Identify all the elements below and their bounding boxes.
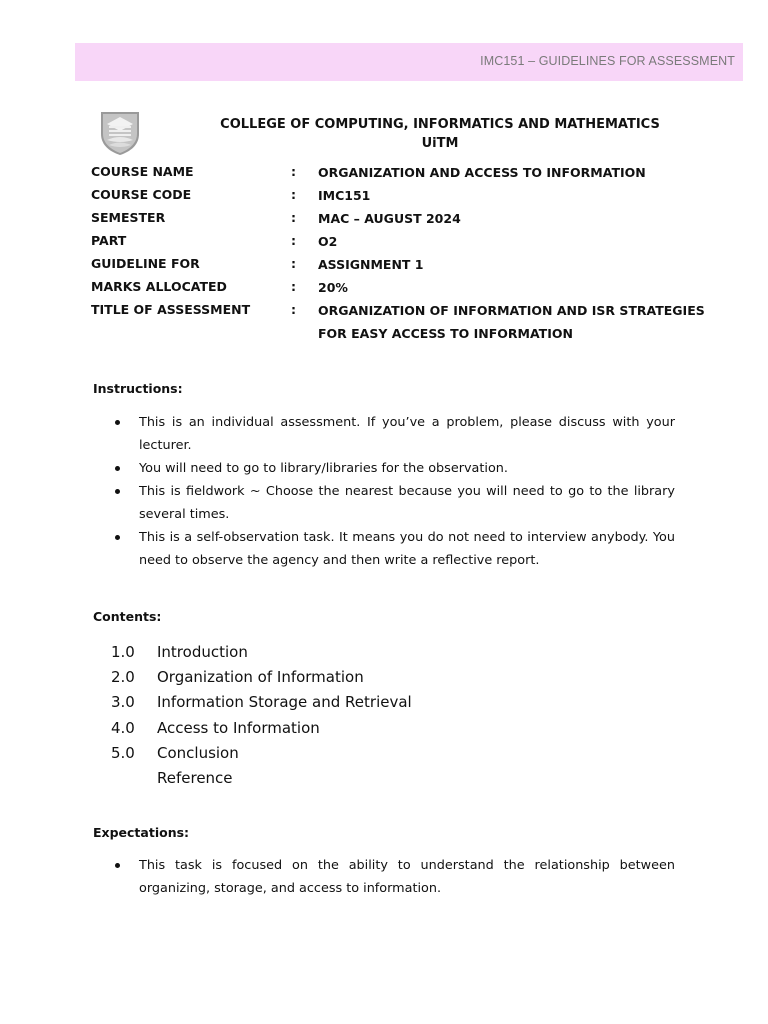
- expectations-heading: Expectations:: [93, 825, 190, 840]
- info-row-course-name: [91, 162, 731, 185]
- bullet-icon: [115, 420, 120, 425]
- contents-item: [111, 690, 412, 715]
- info-label: SEMESTER: [91, 210, 166, 225]
- info-label: TITLE OF ASSESSMENT: [91, 302, 251, 317]
- uitm-logo-icon: [99, 110, 141, 156]
- bullet-icon: [115, 863, 120, 868]
- info-colon: :: [291, 279, 296, 294]
- info-row-course-code: [91, 185, 731, 208]
- contents-item: [111, 716, 412, 741]
- instructions-list: [113, 411, 675, 572]
- info-colon: :: [291, 187, 296, 202]
- info-row-title-of-assessment: [91, 300, 731, 345]
- contents-number: 4.0: [111, 718, 135, 737]
- info-value: MAC – AUGUST 2024: [318, 211, 461, 226]
- info-value: O2: [318, 234, 338, 249]
- list-item: [113, 457, 675, 480]
- college-name: COLLEGE OF COMPUTING, INFORMATICS AND MATHEMATICS: [220, 117, 660, 132]
- info-colon: :: [291, 256, 296, 271]
- contents-number: 5.0: [111, 743, 135, 762]
- info-value: ORGANIZATION AND ACCESS TO INFORMATION: [318, 165, 646, 180]
- course-info-table: [91, 162, 731, 345]
- info-value: ORGANIZATION OF INFORMATION AND ISR STRATEGIES FOR EASY ACCESS TO INFORMATION: [318, 303, 705, 341]
- info-colon: :: [291, 164, 296, 179]
- list-item-text: You will need to go to library/libraries for the observation.: [139, 461, 508, 476]
- header-band: [75, 43, 743, 81]
- contents-number: 1.0: [111, 643, 135, 661]
- list-item-text: This is a self-observation task. It means you do not need to interview anybody. You need to observe the agency and then write a reflective report.: [139, 530, 675, 568]
- bullet-icon: [115, 466, 120, 471]
- contents-title: Conclusion: [157, 743, 239, 762]
- list-item-text: This task is focused on the ability to understand the relationship between organizing, storage, and access to information.: [139, 858, 675, 896]
- info-value: IMC151: [318, 188, 371, 203]
- info-row-marks-allocated: [91, 277, 731, 300]
- info-row-guideline-for: [91, 254, 731, 277]
- bullet-icon: [115, 535, 120, 540]
- list-item-text: This is an individual assessment. If you’ve a problem, please discuss with your lecturer.: [139, 415, 675, 453]
- contents-heading: Contents:: [93, 609, 162, 624]
- contents-title: Organization of Information: [157, 668, 364, 687]
- info-value: 20%: [318, 280, 348, 295]
- contents-item: [111, 741, 412, 766]
- info-colon: :: [291, 233, 296, 248]
- info-label: GUIDELINE FOR: [91, 256, 200, 271]
- contents-title: Introduction: [157, 643, 248, 661]
- header-title: IMC151 – GUIDELINES FOR ASSESSMENT: [480, 54, 735, 68]
- contents-title: Access to Information: [157, 718, 320, 737]
- contents-number: 3.0: [111, 693, 135, 712]
- expectations-list: [113, 854, 675, 900]
- list-item: [113, 526, 675, 572]
- list-item: [113, 480, 675, 526]
- contents-list: [111, 640, 412, 791]
- instructions-heading: Instructions:: [93, 381, 183, 396]
- list-item-text: This is fieldwork ~ Choose the nearest because you will need to go to the library several times.: [139, 484, 675, 522]
- info-label: PART: [91, 233, 127, 248]
- info-colon: :: [291, 210, 296, 225]
- contents-number: 2.0: [111, 668, 135, 687]
- contents-item: [111, 665, 412, 690]
- university-name: UiTM: [421, 136, 459, 151]
- list-item: [113, 854, 675, 900]
- info-label: COURSE CODE: [91, 187, 192, 202]
- info-row-part: [91, 231, 731, 254]
- contents-title: Information Storage and Retrieval: [157, 693, 412, 712]
- contents-number: [111, 766, 157, 791]
- info-row-semester: [91, 208, 731, 231]
- info-colon: :: [291, 302, 296, 317]
- bullet-icon: [115, 489, 120, 494]
- info-label: COURSE NAME: [91, 164, 194, 179]
- contents-item: [111, 640, 412, 665]
- contents-title: Reference: [157, 769, 233, 788]
- contents-item: [111, 766, 412, 791]
- info-label: MARKS ALLOCATED: [91, 279, 227, 294]
- info-value: ASSIGNMENT 1: [318, 257, 424, 272]
- college-heading: [160, 115, 720, 153]
- list-item: [113, 411, 675, 457]
